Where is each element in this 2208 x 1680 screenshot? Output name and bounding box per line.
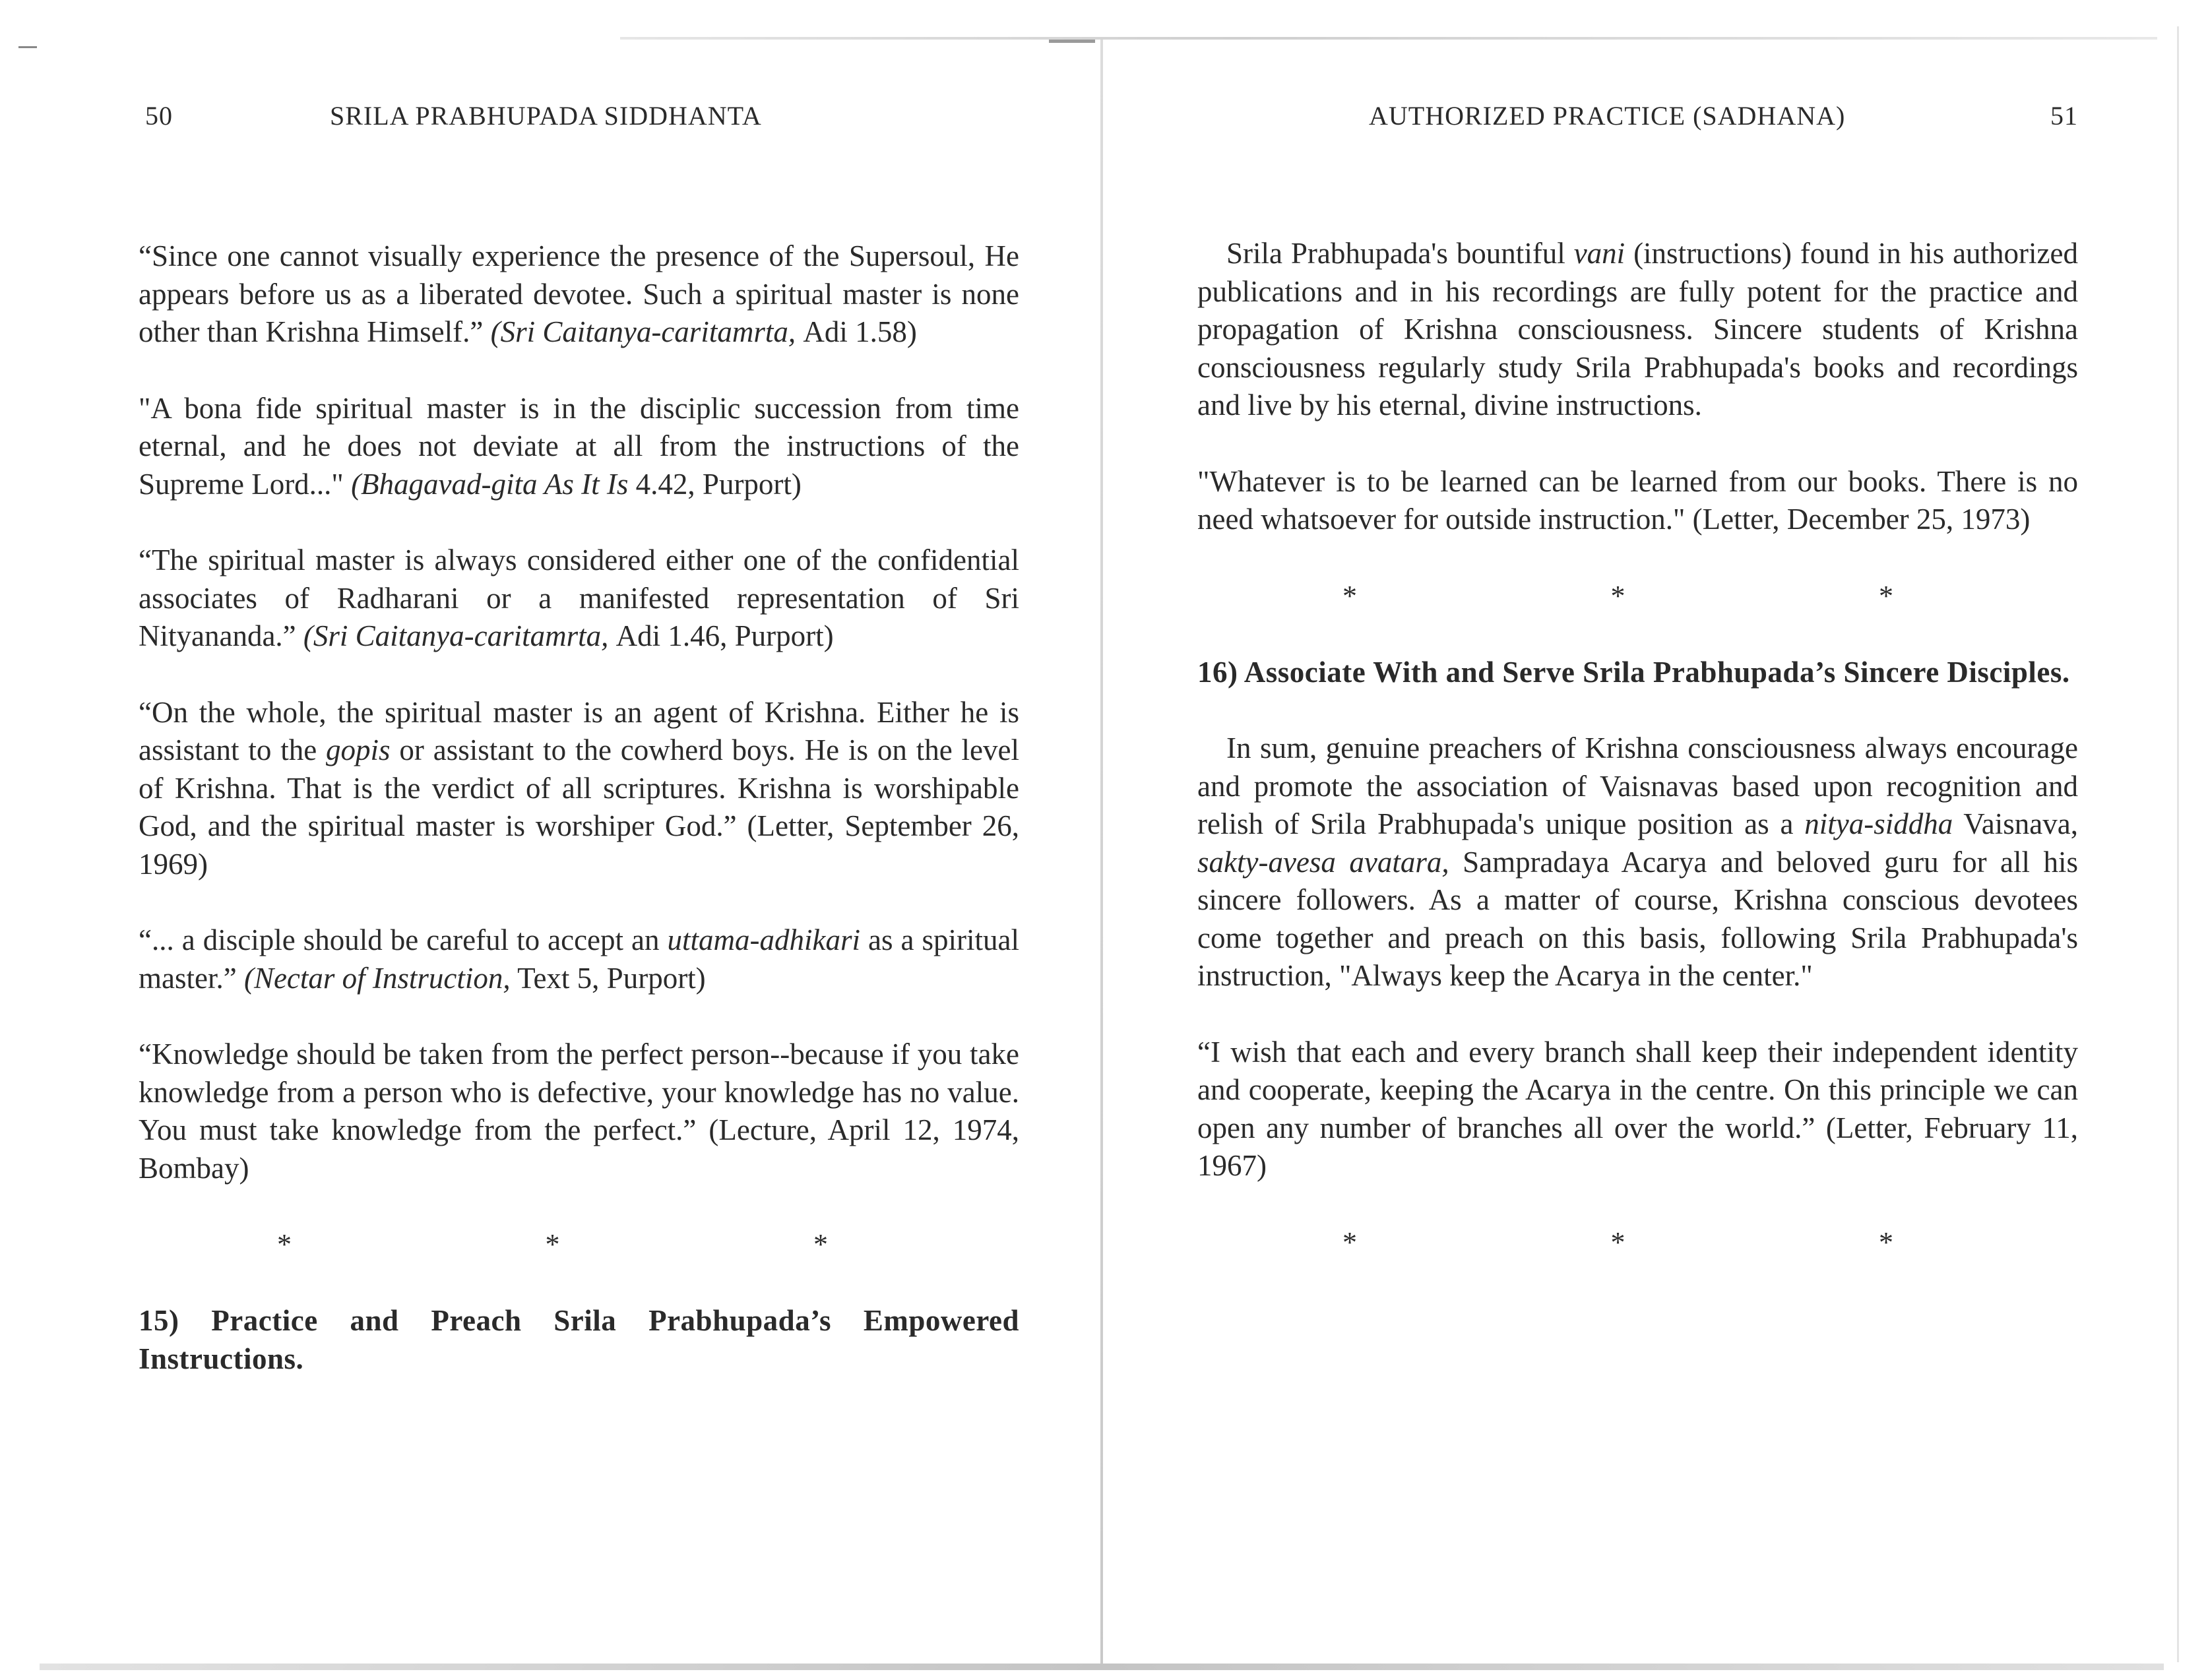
quote-paragraph: “Knowledge should be taken from the perfect person--because if you take knowledge from a person who is defective, your knowledge has no value. You must take knowledge from the perfect.” (Lecture, April 12, 1974, Bombay) — [139, 1038, 1019, 1185]
quote-paragraph: “I wish that each and every branch shall keep their independent identity and cooperate, keeping the Acarya in the centre. On this principle we can open any number of branches all over the world.” (Letter, February 11, 1967) — [1197, 1035, 2078, 1182]
right-running-head — [1197, 100, 2078, 133]
quote-paragraph: "Whatever is to be learned can be learned from our books. There is no need whatsoever for outside instruction." (Letter, December 25, 1973) — [1197, 464, 2078, 536]
divider-star: * — [1879, 1226, 1893, 1259]
page-number: 50 — [145, 101, 173, 131]
quote-paragraph: “Since one cannot visually experience the presence of the Supersoul, He appears before us as a liberated devotee. Such a spiritual master is none other than Krishna Himself.” (Sri Caitanya-caritamrta, Adi 1.58) — [139, 239, 1019, 348]
quote-paragraph: “On the whole, the spiritual master is an agent of Krishna. Either he is assistant to the gopis or assistant to the cowherd boys. He is on the level of Krishna. That is the verdict of all scriptures. Krishna is worshipable God, and the spiritual master is worshiper God.” (Letter, September 26, 1969) — [139, 695, 1019, 881]
page-edge — [2177, 26, 2179, 1662]
quote-paragraph: "A bona fide spiritual master is in the disciplic succession from time eternal, and he does not deviate at all from the instructions of the Supreme Lord..." (Bhagavad-gita As It Is 4.42, Purport) — [139, 391, 1019, 501]
book-gutter — [1100, 40, 1103, 1664]
running-title: AUTHORIZED PRACTICE (SADHANA) — [1369, 101, 1846, 131]
left-running-head — [139, 100, 1019, 133]
quote-paragraph: “... a disciple should be careful to accept an uttama-adhikari as a spiritual master.” (Nectar of Instruction, Text 5, Purport) — [139, 923, 1019, 995]
divider-star: * — [545, 1228, 560, 1260]
running-title: SRILA PRABHUPADA SIDDHANTA — [330, 101, 762, 131]
scan-top-shadow — [1049, 40, 1095, 43]
divider-star: * — [1610, 1226, 1625, 1259]
left-page-body — [139, 237, 1019, 1378]
section-heading: 16) Associate With and Serve Srila Prabhupada’s Sincere Disciples. — [1197, 655, 2070, 689]
page-number: 51 — [2050, 101, 2078, 131]
scan-mark — [18, 46, 37, 48]
body-paragraph: Srila Prabhupada's bountiful vani (instructions) found in his authorized publications and in his recordings are fully potent for the practice and propagation of Krishna consciousness. Sincere students of Krishna consciousness regularly study Srila Prabhupada's books and recordings and live by his eternal, divine instructions. — [1197, 237, 2078, 421]
divider-star: * — [1342, 579, 1357, 612]
scan-bottom-edge — [40, 1664, 2164, 1670]
divider-star: * — [1610, 579, 1625, 612]
right-page-body — [1197, 235, 2078, 1262]
divider-star: * — [813, 1228, 828, 1260]
divider-star: * — [1342, 1226, 1357, 1259]
body-paragraph: In sum, genuine preachers of Krishna consciousness always encourage and promote the association of Vaisnavas based upon recognition and relish of Srila Prabhupada's unique position as a nitya-siddha Vaisnava, sakty-avesa avatara, Sampradaya Acarya and beloved guru for all his sincere followers. As a matter of course, Krishna conscious devotees come together and preach on this basis, following Srila Prabhupada's instruction, "Always keep the Acarya in the center." — [1197, 731, 2078, 992]
section-heading: 15) Practice and Preach Srila Prabhupada’s Empowered Instructions. — [139, 1304, 1019, 1375]
quote-paragraph: “The spiritual master is always considered either one of the confidential associates of Radharani or a manifested representation of Sri Nityananda.” (Sri Caitanya-caritamrta, Adi 1.46, Purport) — [139, 544, 1019, 652]
section-divider — [1197, 577, 2078, 615]
divider-star: * — [277, 1228, 292, 1260]
section-divider — [139, 1226, 1019, 1264]
scan-top-edge — [620, 37, 2157, 40]
section-divider — [1197, 1224, 2078, 1262]
divider-star: * — [1879, 579, 1893, 612]
